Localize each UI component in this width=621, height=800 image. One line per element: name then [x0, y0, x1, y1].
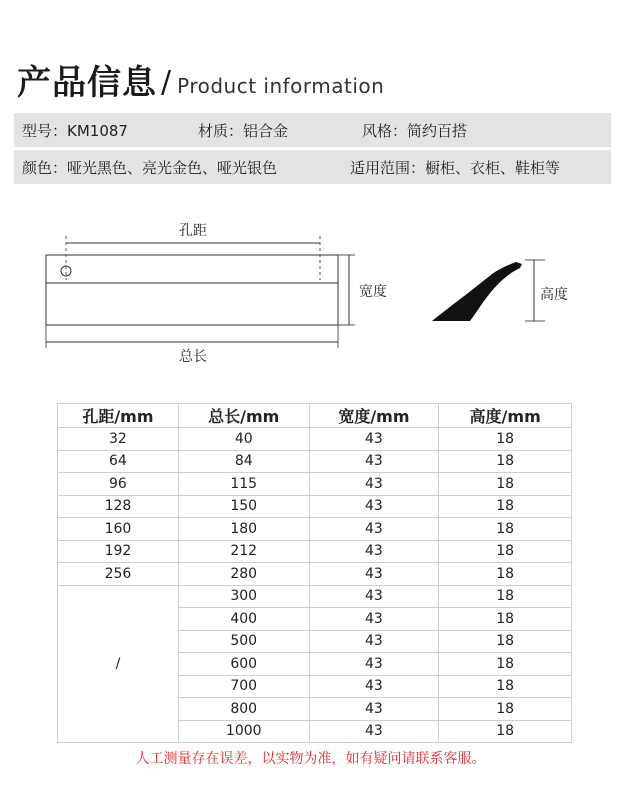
- colors-text: 颜色：哑光黑色、亮光金色、哑光银色: [22, 158, 278, 177]
- cell-hole: 256: [58, 563, 179, 586]
- dimension-drawing: [0, 200, 621, 380]
- cell-width: 43: [309, 720, 439, 743]
- table-row: [58, 540, 572, 563]
- cell-width: 43: [309, 563, 439, 586]
- cell-hole: 96: [58, 473, 179, 496]
- cell-height: 18: [439, 563, 572, 586]
- cell-hole: 192: [58, 540, 179, 563]
- title-divider: /: [161, 65, 172, 100]
- cell-length: 600: [178, 653, 309, 676]
- dimension-diagram: [0, 200, 621, 380]
- hole-distance-label: 孔距: [179, 223, 207, 239]
- cell-height: 18: [439, 675, 572, 698]
- cell-width: 43: [309, 428, 439, 451]
- cell-length: 400: [178, 608, 309, 631]
- cell-height: 18: [439, 495, 572, 518]
- height-label: 高度: [540, 287, 568, 303]
- cell-height: 18: [439, 698, 572, 721]
- cell-hole: 160: [58, 518, 179, 541]
- cell-width: 43: [309, 698, 439, 721]
- cell-hole: 64: [58, 450, 179, 473]
- cell-width: 43: [309, 585, 439, 608]
- width-label: 宽度: [359, 284, 387, 300]
- cell-width: 43: [309, 495, 439, 518]
- table-row: [58, 428, 572, 451]
- cell-length: 1000: [178, 720, 309, 743]
- cell-height: 18: [439, 720, 572, 743]
- cell-hole: 32: [58, 428, 179, 451]
- page-header: [17, 52, 385, 103]
- cell-length: 500: [178, 630, 309, 653]
- cell-length: 84: [178, 450, 309, 473]
- table-row: [58, 585, 572, 608]
- measurement-disclaimer: 人工测量存在误差，以实物为准，如有疑问请联系客服。: [135, 751, 486, 767]
- cell-width: 43: [309, 540, 439, 563]
- cell-height: 18: [439, 473, 572, 496]
- header-width: 宽度/mm: [309, 404, 439, 428]
- cell-height: 18: [439, 540, 572, 563]
- cell-length: 700: [178, 675, 309, 698]
- table-row: [58, 450, 572, 473]
- table-row: [58, 495, 572, 518]
- cell-length: 280: [178, 563, 309, 586]
- cell-height: 18: [439, 630, 572, 653]
- cell-height: 18: [439, 428, 572, 451]
- cell-width: 43: [309, 608, 439, 631]
- model-text: 型号：KM1087: [22, 121, 128, 140]
- cell-length: 115: [178, 473, 309, 496]
- profile-shape: [432, 262, 522, 321]
- total-length-label: 总长: [179, 349, 207, 365]
- cell-height: 18: [439, 450, 572, 473]
- table-header-row: [58, 404, 572, 428]
- cell-width: 43: [309, 518, 439, 541]
- spec-table: [57, 403, 572, 743]
- cell-hole-merged: /: [58, 585, 179, 743]
- table-row: [58, 473, 572, 496]
- info-row-basic: [14, 113, 611, 147]
- cell-height: 18: [439, 653, 572, 676]
- info-row-extra: [14, 150, 611, 184]
- header-total-length: 总长/mm: [178, 404, 309, 428]
- cell-length: 150: [178, 495, 309, 518]
- page-title: 产品信息: [17, 63, 157, 103]
- cell-height: 18: [439, 608, 572, 631]
- page-subtitle: Product information: [177, 74, 385, 98]
- header-hole-distance: 孔距/mm: [58, 404, 179, 428]
- usage-text: 适用范围：橱柜、衣柜、鞋柜等: [350, 158, 561, 177]
- cell-width: 43: [309, 450, 439, 473]
- cell-height: 18: [439, 518, 572, 541]
- cell-width: 43: [309, 473, 439, 496]
- handle-front-outline: [46, 255, 338, 325]
- cell-length: 212: [178, 540, 309, 563]
- cell-width: 43: [309, 675, 439, 698]
- cell-length: 40: [178, 428, 309, 451]
- cell-length: 800: [178, 698, 309, 721]
- cell-width: 43: [309, 630, 439, 653]
- table-row: [58, 518, 572, 541]
- cell-length: 180: [178, 518, 309, 541]
- style-text: 风格：简约百搭: [362, 121, 468, 140]
- cell-height: 18: [439, 585, 572, 608]
- cell-width: 43: [309, 653, 439, 676]
- header-height: 高度/mm: [439, 404, 572, 428]
- table-row: [58, 563, 572, 586]
- cell-length: 300: [178, 585, 309, 608]
- material-text: 材质：铝合金: [198, 121, 289, 140]
- cell-hole: 128: [58, 495, 179, 518]
